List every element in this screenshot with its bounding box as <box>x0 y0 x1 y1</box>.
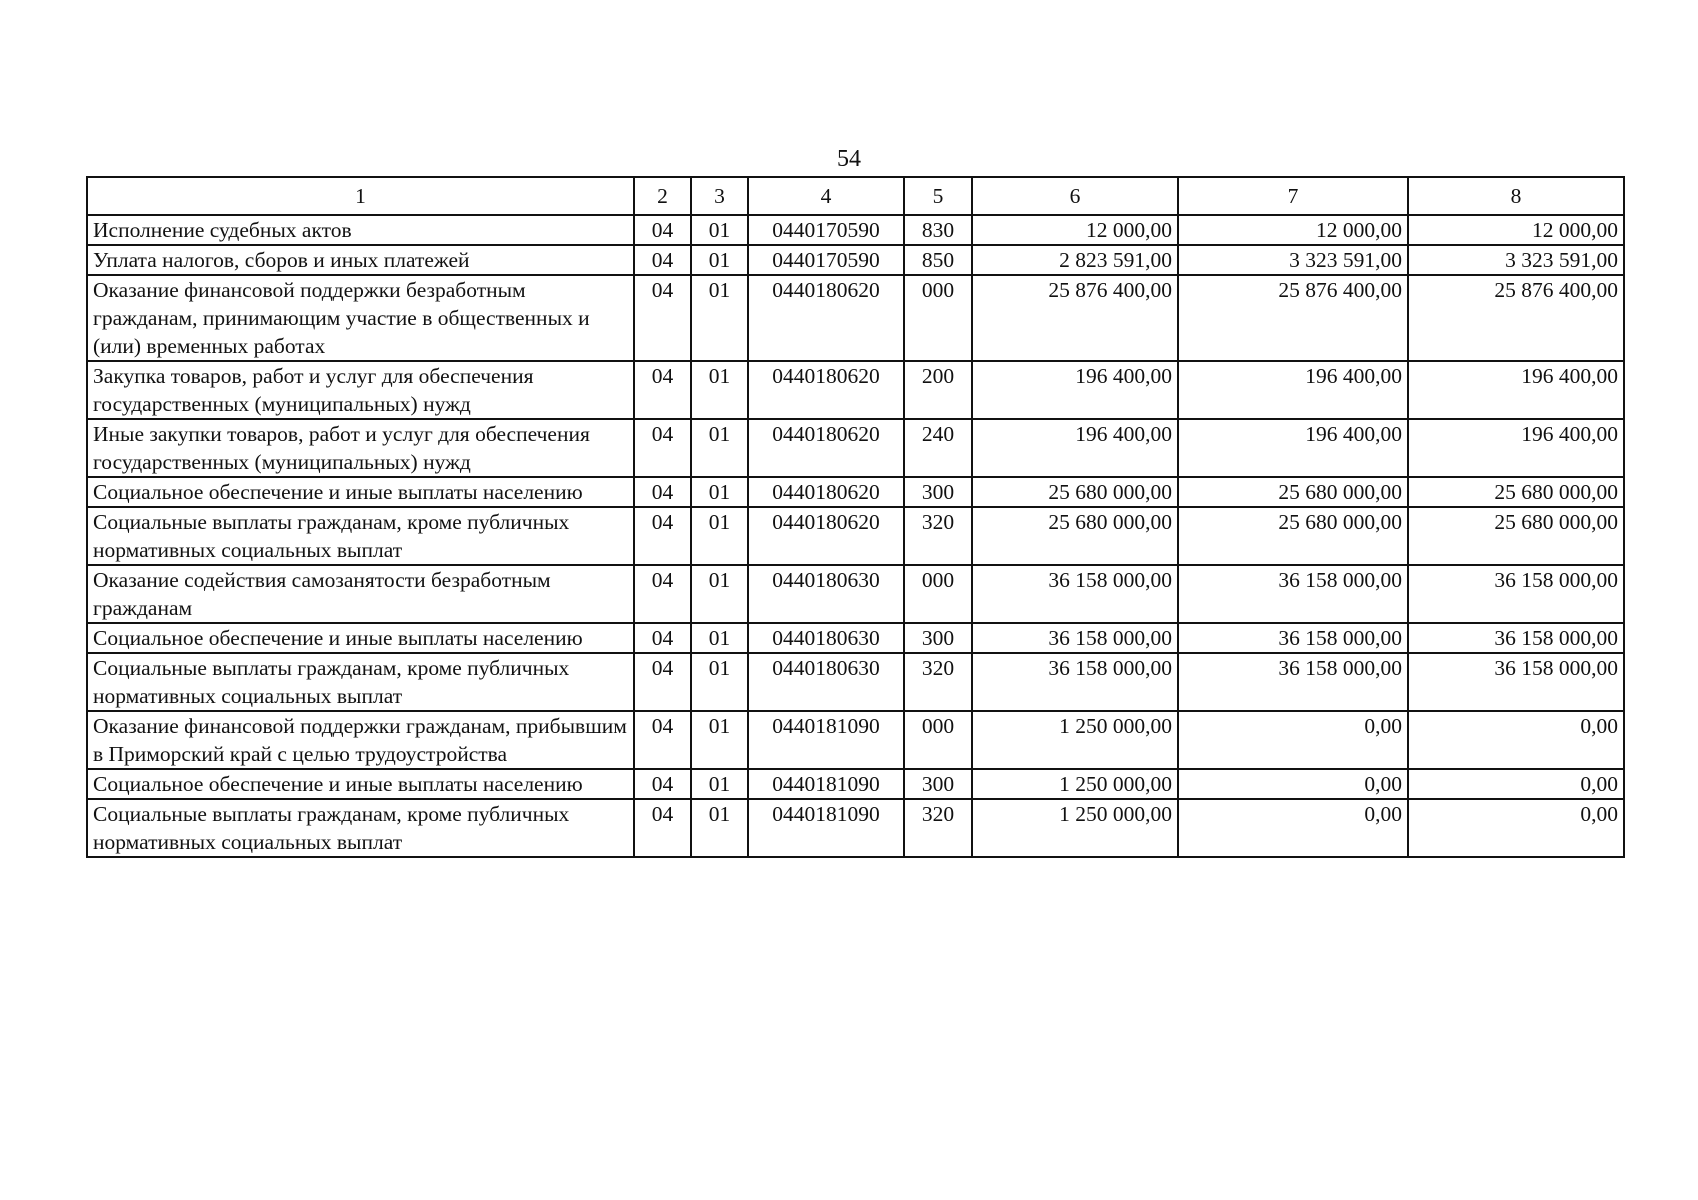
expense-type-code: 830 <box>904 215 972 245</box>
amount-col-7: 36 158 000,00 <box>1178 653 1408 711</box>
amount-col-6: 36 158 000,00 <box>972 623 1178 653</box>
subsection-code: 01 <box>691 419 748 477</box>
expense-type-code: 300 <box>904 769 972 799</box>
amount-col-7: 25 680 000,00 <box>1178 477 1408 507</box>
section-code: 04 <box>634 245 691 275</box>
subsection-code: 01 <box>691 507 748 565</box>
table-row <box>87 477 1624 507</box>
amount-col-8: 0,00 <box>1408 711 1624 769</box>
expense-type-code: 240 <box>904 419 972 477</box>
section-code: 04 <box>634 361 691 419</box>
amount-col-8: 196 400,00 <box>1408 361 1624 419</box>
amount-col-8: 0,00 <box>1408 769 1624 799</box>
amount-col-8: 0,00 <box>1408 799 1624 857</box>
section-code: 04 <box>634 799 691 857</box>
expense-type-code: 320 <box>904 799 972 857</box>
table-row <box>87 245 1624 275</box>
row-name: Социальное обеспечение и иные выплаты населению <box>87 769 634 799</box>
table-row <box>87 565 1624 623</box>
subsection-code: 01 <box>691 711 748 769</box>
amount-col-6: 196 400,00 <box>972 361 1178 419</box>
target-article-code: 0440180630 <box>748 623 904 653</box>
expense-type-code: 000 <box>904 275 972 361</box>
table-row <box>87 419 1624 477</box>
column-header-5: 5 <box>904 177 972 215</box>
amount-col-6: 25 680 000,00 <box>972 507 1178 565</box>
amount-col-6: 1 250 000,00 <box>972 711 1178 769</box>
amount-col-7: 0,00 <box>1178 711 1408 769</box>
budget-table <box>86 176 1625 858</box>
column-header-2: 2 <box>634 177 691 215</box>
expense-type-code: 000 <box>904 711 972 769</box>
amount-col-7: 25 680 000,00 <box>1178 507 1408 565</box>
subsection-code: 01 <box>691 215 748 245</box>
section-code: 04 <box>634 419 691 477</box>
amount-col-6: 36 158 000,00 <box>972 565 1178 623</box>
amount-col-7: 196 400,00 <box>1178 419 1408 477</box>
table-header <box>87 177 1624 215</box>
section-code: 04 <box>634 623 691 653</box>
expense-type-code: 300 <box>904 623 972 653</box>
expense-type-code: 850 <box>904 245 972 275</box>
row-name: Социальные выплаты гражданам, кроме публичных нормативных социальных выплат <box>87 507 634 565</box>
section-code: 04 <box>634 215 691 245</box>
section-code: 04 <box>634 653 691 711</box>
column-header-6: 6 <box>972 177 1178 215</box>
row-name: Исполнение судебных актов <box>87 215 634 245</box>
target-article-code: 0440180620 <box>748 507 904 565</box>
amount-col-8: 12 000,00 <box>1408 215 1624 245</box>
amount-col-8: 3 323 591,00 <box>1408 245 1624 275</box>
table-row <box>87 799 1624 857</box>
section-code: 04 <box>634 565 691 623</box>
section-code: 04 <box>634 507 691 565</box>
amount-col-7: 0,00 <box>1178 799 1408 857</box>
table-row <box>87 361 1624 419</box>
amount-col-6: 25 680 000,00 <box>972 477 1178 507</box>
header-row <box>87 177 1624 215</box>
amount-col-8: 25 680 000,00 <box>1408 507 1624 565</box>
subsection-code: 01 <box>691 769 748 799</box>
table-row <box>87 507 1624 565</box>
row-name: Социальное обеспечение и иные выплаты населению <box>87 477 634 507</box>
target-article-code: 0440180620 <box>748 419 904 477</box>
amount-col-7: 36 158 000,00 <box>1178 623 1408 653</box>
amount-col-7: 3 323 591,00 <box>1178 245 1408 275</box>
amount-col-8: 196 400,00 <box>1408 419 1624 477</box>
subsection-code: 01 <box>691 245 748 275</box>
section-code: 04 <box>634 711 691 769</box>
row-name: Закупка товаров, работ и услуг для обеспечения государственных (муниципальных) нужд <box>87 361 634 419</box>
amount-col-7: 36 158 000,00 <box>1178 565 1408 623</box>
expense-type-code: 320 <box>904 507 972 565</box>
target-article-code: 0440170590 <box>748 245 904 275</box>
row-name: Социальные выплаты гражданам, кроме публичных нормативных социальных выплат <box>87 799 634 857</box>
amount-col-7: 25 876 400,00 <box>1178 275 1408 361</box>
row-name: Оказание содействия самозанятости безработным гражданам <box>87 565 634 623</box>
target-article-code: 0440180620 <box>748 477 904 507</box>
table-row <box>87 769 1624 799</box>
page-number: 54 <box>837 146 861 172</box>
row-name: Иные закупки товаров, работ и услуг для обеспечения государственных (муниципальных) нужд <box>87 419 634 477</box>
amount-col-8: 36 158 000,00 <box>1408 653 1624 711</box>
subsection-code: 01 <box>691 653 748 711</box>
target-article-code: 0440170590 <box>748 215 904 245</box>
table-body <box>87 215 1624 857</box>
amount-col-6: 36 158 000,00 <box>972 653 1178 711</box>
amount-col-8: 25 680 000,00 <box>1408 477 1624 507</box>
column-header-4: 4 <box>748 177 904 215</box>
expense-type-code: 300 <box>904 477 972 507</box>
amount-col-7: 196 400,00 <box>1178 361 1408 419</box>
target-article-code: 0440181090 <box>748 799 904 857</box>
row-name: Социальные выплаты гражданам, кроме публичных нормативных социальных выплат <box>87 653 634 711</box>
section-code: 04 <box>634 769 691 799</box>
target-article-code: 0440180620 <box>748 275 904 361</box>
amount-col-6: 1 250 000,00 <box>972 769 1178 799</box>
row-name: Оказание финансовой поддержки гражданам, прибывшим в Приморский край с целью трудоустройства <box>87 711 634 769</box>
row-name: Социальное обеспечение и иные выплаты населению <box>87 623 634 653</box>
expense-type-code: 320 <box>904 653 972 711</box>
section-code: 04 <box>634 275 691 361</box>
table-row <box>87 711 1624 769</box>
amount-col-8: 25 876 400,00 <box>1408 275 1624 361</box>
subsection-code: 01 <box>691 565 748 623</box>
section-code: 04 <box>634 477 691 507</box>
column-header-1: 1 <box>87 177 634 215</box>
target-article-code: 0440180620 <box>748 361 904 419</box>
table-row <box>87 215 1624 245</box>
subsection-code: 01 <box>691 477 748 507</box>
amount-col-6: 1 250 000,00 <box>972 799 1178 857</box>
row-name: Уплата налогов, сборов и иных платежей <box>87 245 634 275</box>
table-row <box>87 623 1624 653</box>
subsection-code: 01 <box>691 275 748 361</box>
table-row <box>87 653 1624 711</box>
amount-col-8: 36 158 000,00 <box>1408 623 1624 653</box>
target-article-code: 0440181090 <box>748 711 904 769</box>
amount-col-6: 2 823 591,00 <box>972 245 1178 275</box>
amount-col-6: 196 400,00 <box>972 419 1178 477</box>
table-row <box>87 275 1624 361</box>
amount-col-8: 36 158 000,00 <box>1408 565 1624 623</box>
column-header-8: 8 <box>1408 177 1624 215</box>
expense-type-code: 200 <box>904 361 972 419</box>
row-name: Оказание финансовой поддержки безработным гражданам, принимающим участие в общественных и (или) временных работах <box>87 275 634 361</box>
target-article-code: 0440181090 <box>748 769 904 799</box>
target-article-code: 0440180630 <box>748 653 904 711</box>
subsection-code: 01 <box>691 623 748 653</box>
amount-col-6: 25 876 400,00 <box>972 275 1178 361</box>
target-article-code: 0440180630 <box>748 565 904 623</box>
amount-col-6: 12 000,00 <box>972 215 1178 245</box>
column-header-7: 7 <box>1178 177 1408 215</box>
expense-type-code: 000 <box>904 565 972 623</box>
subsection-code: 01 <box>691 799 748 857</box>
column-header-3: 3 <box>691 177 748 215</box>
amount-col-7: 12 000,00 <box>1178 215 1408 245</box>
subsection-code: 01 <box>691 361 748 419</box>
amount-col-7: 0,00 <box>1178 769 1408 799</box>
